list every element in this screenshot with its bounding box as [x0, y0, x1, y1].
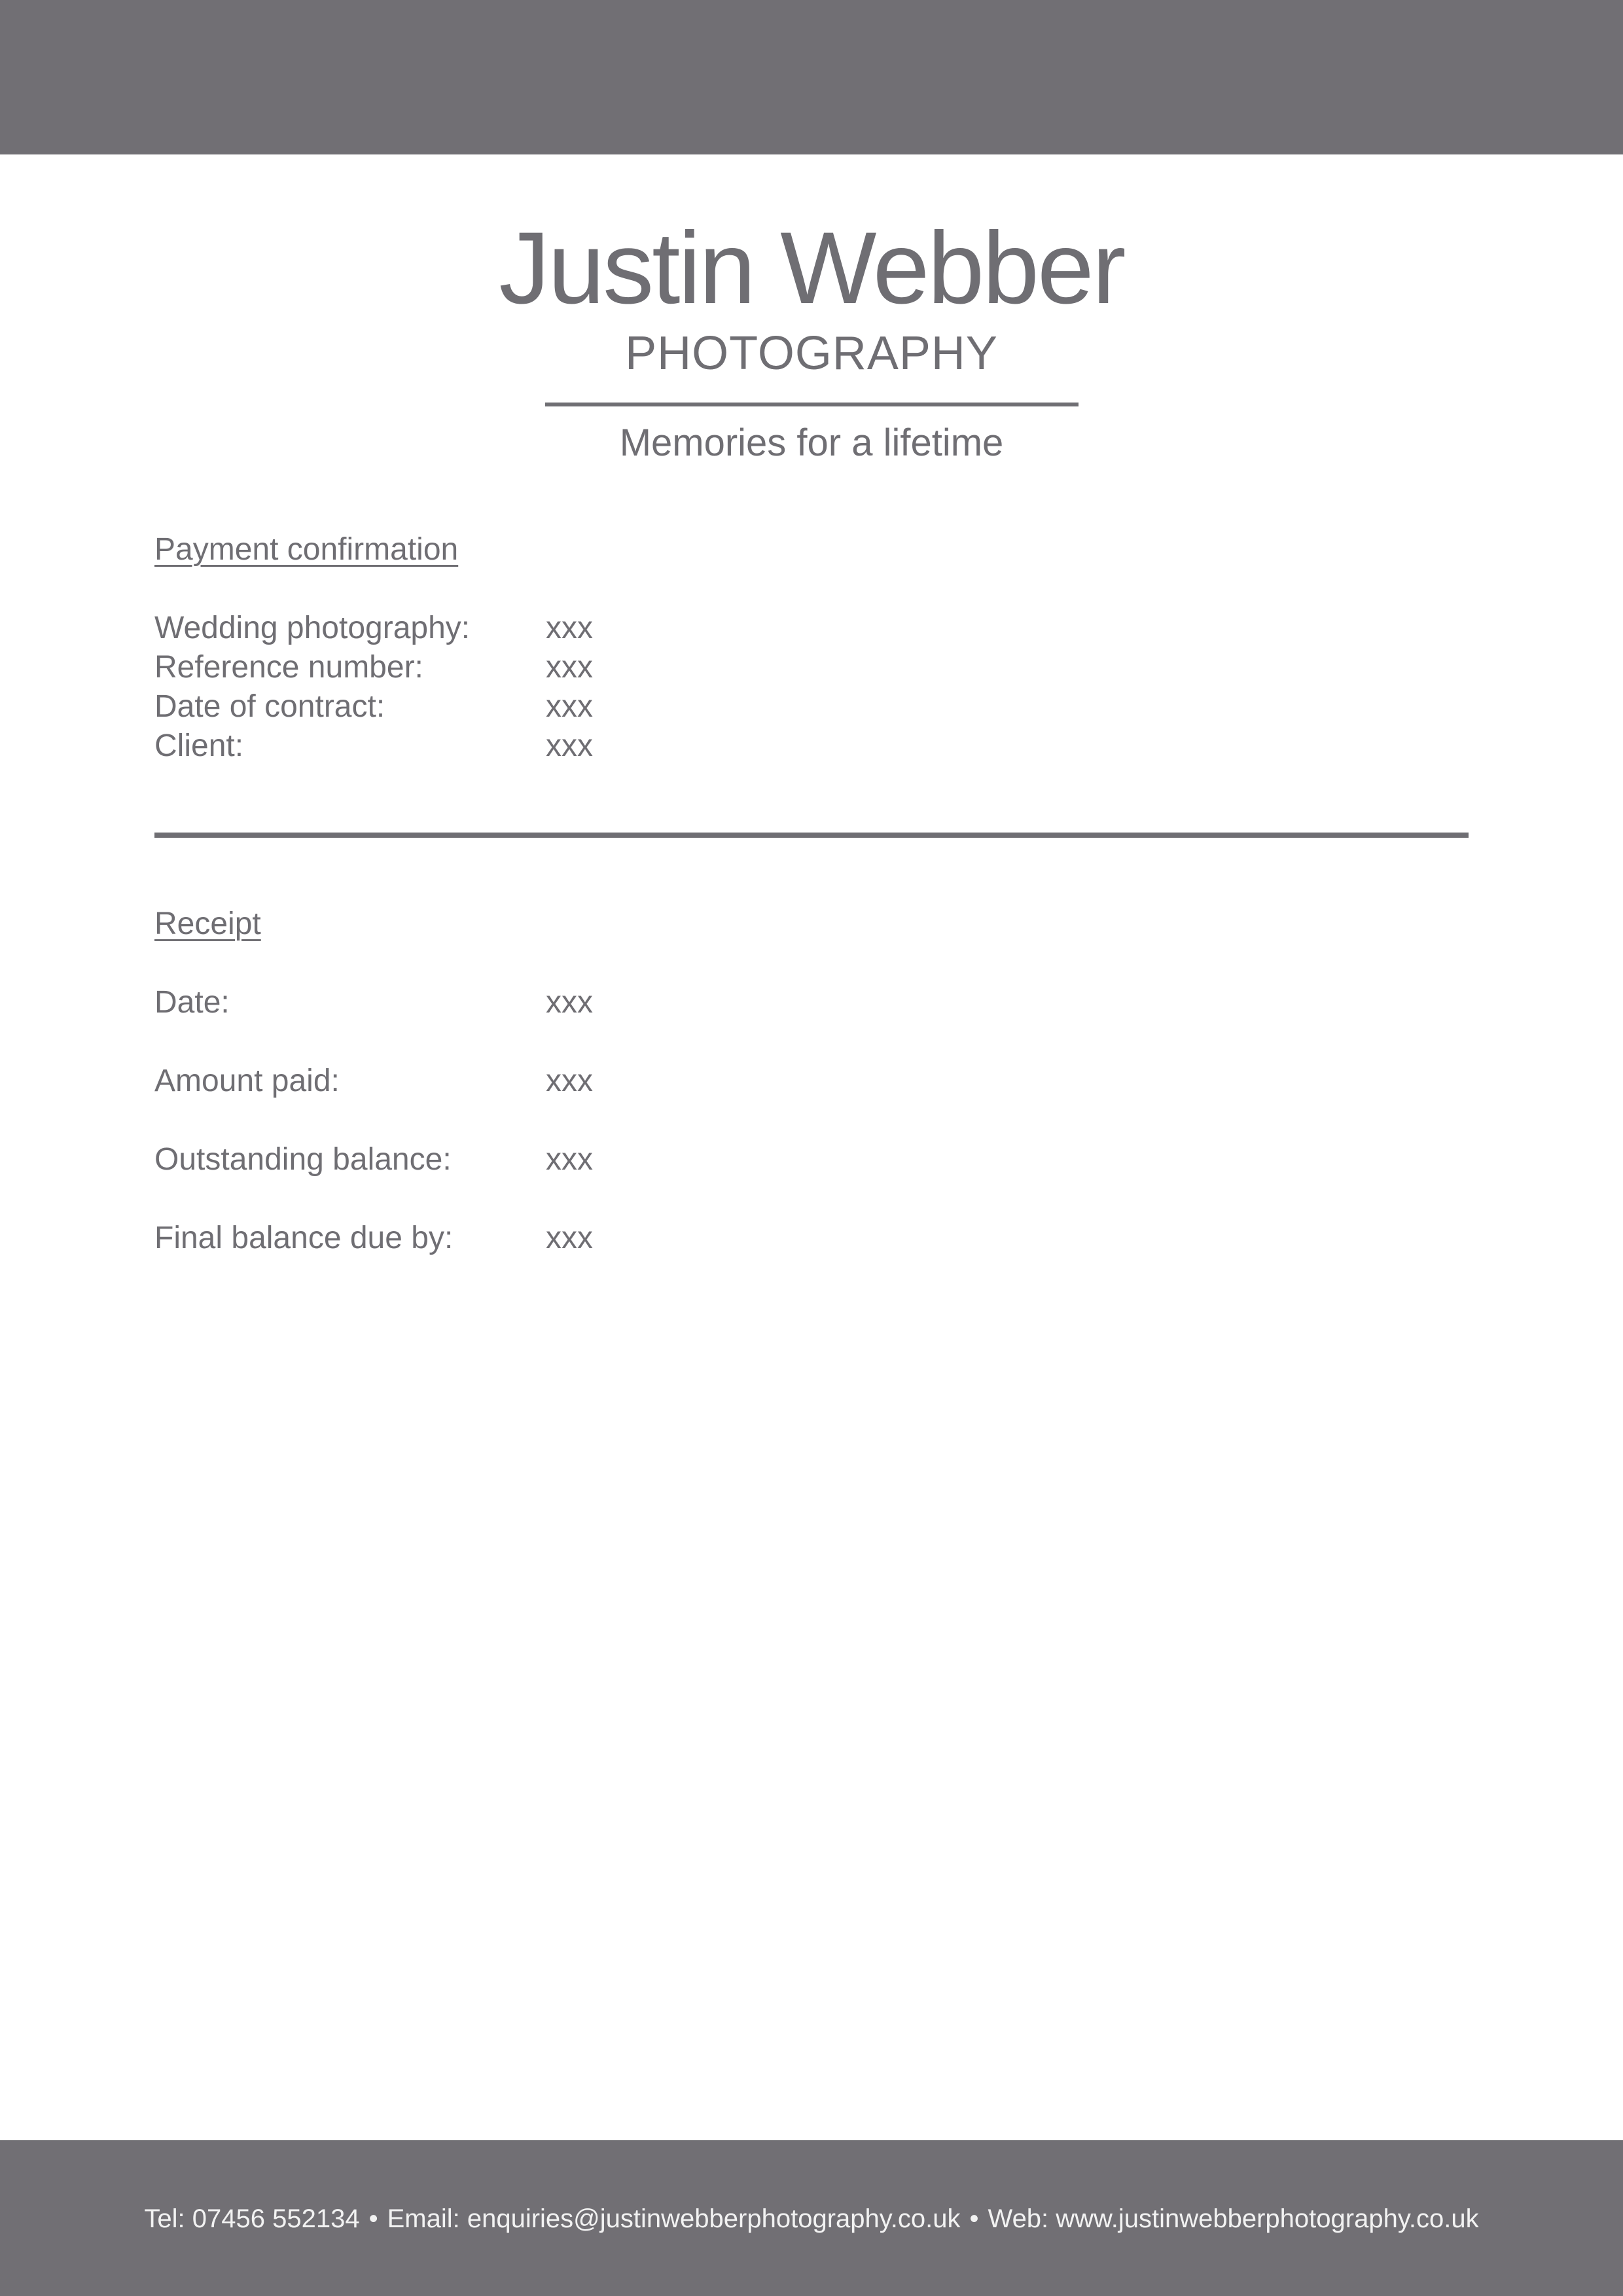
- row-value: xxx: [546, 1064, 593, 1098]
- footer-email[interactable]: Email: enquiries@justinwebberphotography.co.uk: [387, 2204, 961, 2233]
- footer-contact: [0, 2199, 1623, 2238]
- footer-web[interactable]: Web: www.justinwebberphotography.co.uk: [988, 2204, 1479, 2233]
- brand-name: Justin Webber: [499, 211, 1124, 325]
- row-value: xxx: [546, 650, 593, 685]
- payment-row-client: [154, 726, 940, 766]
- row-label: Amount paid:: [154, 1064, 340, 1098]
- row-label: Wedding photography:: [154, 611, 471, 645]
- receipt-row-outstanding-balance: [154, 1140, 940, 1179]
- row-label: Outstanding balance:: [154, 1142, 452, 1177]
- row-value: xxx: [546, 1221, 593, 1255]
- row-label: Date of contract:: [154, 689, 385, 724]
- brand-subtitle: PHOTOGRAPHY: [625, 327, 998, 380]
- receipt-row-amount-paid: [154, 1062, 940, 1101]
- row-label: Final balance due by:: [154, 1221, 454, 1255]
- row-value: xxx: [546, 728, 593, 763]
- row-label: Client:: [154, 728, 244, 763]
- payment-row-reference-number: [154, 648, 940, 687]
- row-value: xxx: [546, 611, 593, 645]
- tagline: Memories for a lifetime: [619, 422, 1004, 464]
- row-value: xxx: [546, 985, 593, 1020]
- section-divider: [154, 833, 1469, 838]
- row-value: xxx: [546, 1142, 593, 1177]
- footer-tel: Tel: 07456 552134: [144, 2204, 360, 2233]
- header-band: [0, 0, 1623, 154]
- receipt-row-final-balance-due: [154, 1219, 940, 1258]
- footer-separator: •: [368, 2204, 378, 2233]
- receipt-row-date: [154, 983, 940, 1022]
- row-label: Reference number:: [154, 650, 423, 685]
- payment-row-wedding-photography: [154, 609, 940, 648]
- row-label: Date:: [154, 985, 230, 1020]
- payment-confirmation-heading: Payment confirmation: [154, 532, 459, 567]
- payment-row-date-of-contract: [154, 687, 940, 726]
- brand-divider: [545, 403, 1079, 406]
- receipt-heading: Receipt: [154, 906, 261, 941]
- footer-separator: •: [969, 2204, 979, 2233]
- row-value: xxx: [546, 689, 593, 724]
